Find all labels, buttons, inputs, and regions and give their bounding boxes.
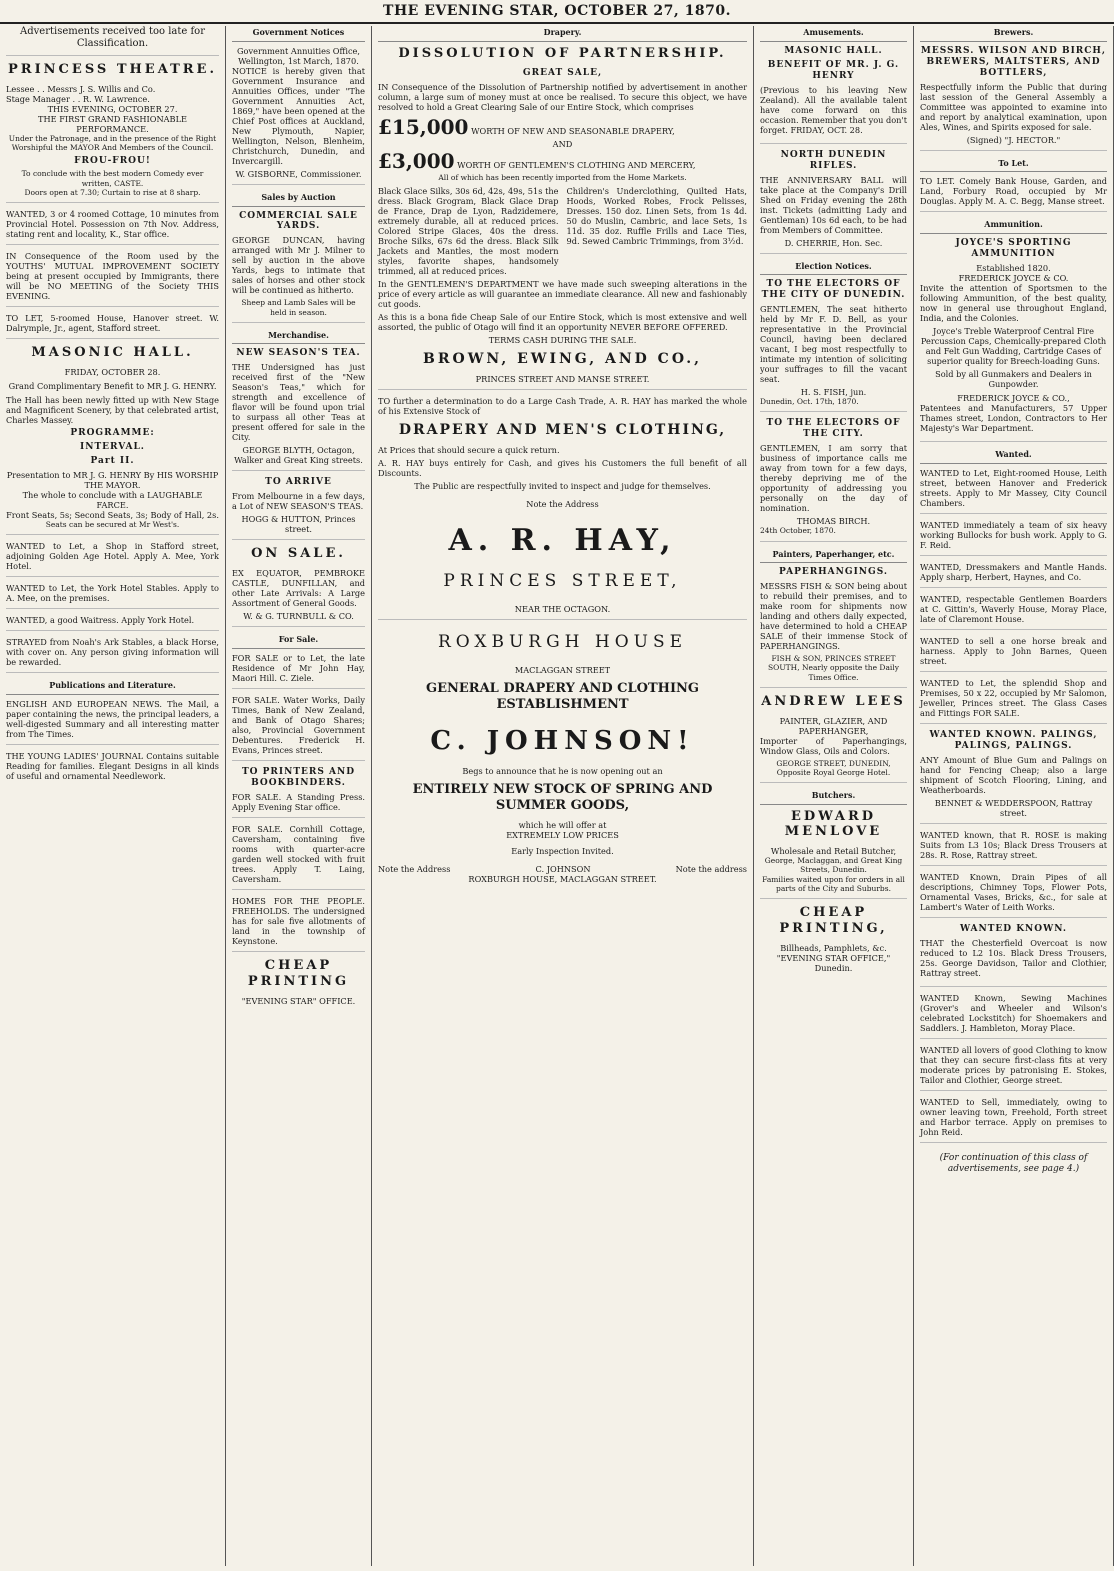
great-sale: GREAT SALE, — [522, 67, 603, 78]
lees-trade: PAINTER, GLAZIER, AND PAPERHANGER, — [779, 715, 888, 736]
gov-body: NOTICE is hereby given that Government Insurance and Annuities Offices, under "The Government Annuities Act, 1869," have been opened at the Chief Post offices at Auckland, New Plymouth, Napier, Wellington, Nelson, Blenheim, Christchurch, Dunedin, and Invercargill. — [232, 65, 365, 166]
column-2 — [226, 26, 372, 1566]
drapery-label: Drapery. — [378, 26, 747, 42]
henry-benefit-ad — [760, 46, 907, 144]
chesterfield-body: THAT the Chesterfield Overcoat is now reduced to L2 10s. Black Dress Trousers, 25s. George Davidson, Tailor and Clothier, Rattray street. — [920, 937, 1107, 978]
foot-left: Note the Address — [378, 863, 451, 874]
masonic-hall-ad — [6, 345, 219, 535]
menlove-trade: Wholesale and Retail Butcher, — [770, 846, 897, 857]
press-ad: FOR SALE. A Standing Press. Apply Evening Star office. — [232, 792, 365, 818]
joyce-caps: Joyce's Treble Waterproof Central Fire Percussion Caps, Chemically-prepared Cloth and Felt Gun Wadding, Cartridge Cases of superior quality for Breech-loading Guns. — [920, 326, 1107, 367]
palings-title: WANTED KNOWN. PALINGS, PALINGS, PALINGS. — [929, 729, 1098, 751]
programme-heading: PROGRAMME: — [70, 427, 155, 438]
masonic-title: MASONIC HALL. — [31, 344, 194, 360]
maclaggan: MACLAGGAN STREET — [514, 664, 611, 675]
star-office: "EVENING STAR" OFFICE. — [241, 995, 356, 1006]
hector-sign: (Signed) "J. HECTOR." — [966, 134, 1061, 145]
wanted-10: WANTED all lovers of good Clothing to know that they can secure first-class fits at very moderate prices by patronising E. Stokes, Tailor and Clothier, George street. — [920, 1045, 1107, 1091]
princess-stage: Stage Manager . . R. W. Lawrence. — [6, 94, 150, 105]
wilson-birch-ad — [920, 46, 1107, 151]
brown-ewing-address: PRINCES STREET AND MANSE STREET. — [475, 373, 650, 384]
chesterfield-ad — [920, 924, 1107, 987]
amount-row-2 — [378, 149, 747, 173]
sales-label: Sales by Auction — [232, 191, 365, 207]
joyce-ad — [920, 238, 1107, 442]
fish-election-ad — [760, 279, 907, 412]
hay-cash: A. R. HAY buys entirely for Cash, and gives his Customers the full benefit of all Discounts. — [378, 457, 747, 478]
hay-prices: At Prices that should secure a quick return. — [378, 444, 560, 455]
menlove-address: George, Maclaggan, and Great King Streets, Dunedin. — [764, 856, 903, 875]
to-let-label: To Let. — [920, 157, 1107, 173]
ladies-journal-ad: THE YOUNG LADIES' JOURNAL Contains suitable Reading for families. Elegant Designs in all kinds of useful and ornamental Needlework. — [6, 750, 219, 781]
wilson-body: Respectfully inform the Public that during last session of the General Assembly a Committee was appointed to examine into and report by analytical examination, upon Ales, Wines, and Spirits exposed for sale. — [920, 81, 1107, 132]
cornhill-ad: FOR SALE. Cornhill Cottage, Caversham, containing five rooms with quarter-acre garden well stocked with fruit trees. Apply T. Laing, Caversham. — [232, 824, 365, 890]
arrive-body: From Melbourne in a few days, a Lot of NEW SEASON'S TEAS. — [232, 491, 365, 512]
on-sale-title: ON SALE. — [251, 546, 346, 562]
birch-sign: THOMAS BIRCH. — [796, 516, 871, 527]
wanted-shop-ad: WANTED to Let, a Shop in Stafford street, adjoining Golden Age Hotel. Apply A. Mee, York Hotel. — [6, 541, 219, 577]
fish-date: Dunedin, Oct. 17th, 1870. — [760, 397, 859, 407]
joyce-co: FREDERICK JOYCE & CO. — [958, 273, 1069, 284]
merchandise-label: Merchandise. — [232, 329, 365, 345]
gents-dept: In the GENTLEMEN'S DEPARTMENT we have made such sweeping alterations in the price of every article as will guarantee an immediate clearance. All new and fashionably cut goods. — [378, 278, 747, 309]
blyth-sign: GEORGE BLYTH, Octagon, Walker and Great King streets. — [234, 445, 363, 466]
joyce-title: JOYCE'S SPORTING AMMUNITION — [955, 238, 1072, 260]
rifles-title: NORTH DUNEDIN RIFLES. — [780, 149, 887, 171]
low-prices: EXTREMELY LOW PRICES — [506, 829, 619, 840]
electors-2: TO THE ELECTORS OF THE CITY. — [766, 418, 901, 440]
lees-address: GEORGE STREET, DUNEDIN, Opposite Royal George Hotel. — [776, 758, 891, 777]
tea-title: NEW SEASON'S TEA. — [236, 348, 361, 359]
amusements-label: Amusements. — [760, 26, 907, 42]
masonic-hall-text: The Hall has been newly fitted up with New Stage and Magnificent Scenery, by that celebrated artist, Charles Massey. — [6, 394, 219, 425]
wanted-stables-ad: WANTED to Let, the York Hotel Stables. Apply to A. Mee, on the premises. — [6, 583, 219, 609]
on-sale-body: EX EQUATOR, PEMBROKE CASTLE, DUNFILLAN, and other Late Arrivals: A Large Assortment of General Goods. — [232, 568, 365, 609]
princess-close: To conclude with the best modern Comedy ever written, CASTE. — [21, 169, 204, 188]
duncan-text: GEORGE DUNCAN, having arranged with Mr J. Milner to sell by auction in the above Yards, begs to intimate that sales of horses and other stock will be continued as hitherto. — [232, 235, 365, 296]
arrive-title: TO ARRIVE — [265, 477, 332, 488]
amount-3000-text: WORTH OF GENTLEMEN'S CLOTHING AND MERCERY, — [457, 159, 696, 170]
column-1 — [0, 26, 226, 1566]
wanted-5: WANTED to sell a one horse break and harness. Apply to John Barnes, Queen street. — [920, 636, 1107, 672]
paperhangings-title: PAPERHANGINGS. — [778, 567, 889, 578]
dissolution-title: DISSOLUTION OF PARTNERSHIP. — [398, 45, 727, 61]
benefit-body: (Previous to his leaving New Zealand). All the available talent have come forward on this occasion. Remember that you don't forget. FRIDAY, OCT. 28. — [760, 84, 907, 135]
general-establishment: GENERAL DRAPERY AND CLOTHING ESTABLISHMENT — [425, 680, 700, 712]
late-ads-header: Advertisements received too late for Classification. — [6, 26, 219, 56]
column-5 — [914, 26, 1114, 1566]
publications-label: Publications and Literature. — [6, 679, 219, 695]
homes-ad: HOMES FOR THE PEOPLE. FREEHOLDS. The undersigned has for sale five allotments of land in the township of Keynstone. — [232, 896, 365, 952]
johnson-opening: Begs to announce that he is now opening out an — [462, 766, 663, 777]
turnbull-sign: W. & G. TURNBULL & CO. — [243, 611, 354, 622]
gov-office: Government Annuities Office, Wellington, 1st March, 1870. — [237, 45, 360, 66]
presentation: Presentation to MR J. G. HENRY By HIS WORSHIP THE MAYOR. — [6, 469, 219, 490]
wanted-8: WANTED Known, Drain Pipes of all descriptions, Chimney Tops, Flower Pots, Ornamental Vases, Bricks, &c., for sale at Lambert's Water of Leith Works. — [920, 872, 1107, 918]
offered: which he will offer at — [518, 819, 607, 830]
princess-play: FROU-FROU! — [74, 155, 151, 166]
cherrie-sign: D. CHERRIE, Hon. Sec. — [784, 237, 883, 248]
palings-body: ANY Amount of Blue Gum and Palings on hand for Fencing Cheap; also a large shipment of Scotch Flooring, Lining, and Weatherboards. — [920, 754, 1107, 795]
bennet-sign: BENNET & WEDDERSPOON, Rattray street. — [934, 797, 1093, 818]
wanted-6: WANTED to Let, the splendid Shop and Premises, 50 x 22, occupied by Mr Salomon, Jeweller, Princes street. The Glass Cases and Fittings FOR SALE. — [920, 678, 1107, 724]
foot-address: ROXBURGH HOUSE, MACLAGGAN STREET. — [468, 873, 657, 884]
ar-hay-ad — [378, 396, 747, 620]
items-left: Black Glace Silks, 30s 6d, 42s, 49s, 51s the dress. Black Grogram, Black Glace Drap de France, Drap de Lyon, Radzidemere, extremely durable, all at reduced prices. Colored Stripe Glaces, 40s the dress. Broche Silks, 67s 6d the dress. Black Silk Jackets and Mantles, the most modern styles, favorite shapes, handsomely trimmed, all at reduced prices. — [378, 185, 559, 276]
arrive-ad — [232, 477, 365, 540]
gov-notices-label: Government Notices — [232, 26, 365, 42]
fish-sign: H. S. FISH, jun. — [800, 387, 867, 398]
news-ad: ENGLISH AND EUROPEAN NEWS. The Mail, a paper containing the news, the principal leaders, a well-digested Summary and all interesting matter from The Times. — [6, 699, 219, 745]
foot-name: C. JOHNSON — [535, 863, 591, 874]
printers-title: TO PRINTERS AND BOOKBINDERS. — [241, 767, 356, 788]
wanted-7: WANTED known, that R. ROSE is making Suits from L3 10s; Black Dress Trousers at 28s. R. Rose, Rattray street. — [920, 830, 1107, 866]
entirely-new: ENTIRELY NEW STOCK OF SPRING AND SUMMER GOODS, — [412, 782, 713, 814]
footer-notes — [378, 864, 747, 874]
menlove-ad — [760, 809, 907, 899]
sheep-sales: Sheep and Lamb Sales will be held in season. — [241, 298, 356, 317]
election-label: Election Notices. — [760, 260, 907, 276]
roxburgh-ad — [378, 632, 747, 889]
amount-3000: £3,000 — [378, 148, 455, 173]
joyce-sold: Sold by all Gunmakers and Dealers in Gunpowder. — [935, 369, 1092, 390]
fish-son-sign: FISH & SON, PRINCES STREET SOUTH, Nearly opposite the Daily Times Office. — [768, 654, 899, 682]
foot-right: Note the address — [675, 863, 747, 874]
bona-fide: As this is a bona fide Cheap Sale of our Entire Stock, which is most extensive and well assorted, the public of Otago will find it an opportunity NEVER BEFORE OFFERED. — [378, 311, 747, 332]
brown-ewing-name: BROWN, EWING, AND CO., — [423, 350, 702, 367]
wanted-known-title: WANTED KNOWN. — [959, 923, 1068, 934]
column-4 — [754, 26, 914, 1566]
palings-ad — [920, 730, 1107, 824]
hay-stock: DRAPERY AND MEN'S CLOTHING, — [398, 421, 727, 438]
items-right: Children's Underclothing, Quilted Hats, Hoods, Worked Robes, Frock Pelisses, Dresses. 150 doz. Linen Sets, from 1s 4d. 50 do Muslin, Cambric, and lace Sets, 1s 11d. 35 doz. Ruffle Frills and Lace Ties, 9d. Sewed Cambric Trimmings, from 3½d. — [566, 185, 747, 246]
hay-name: A. R. HAY, — [448, 522, 677, 558]
paperhangings-ad — [760, 567, 907, 687]
wanted-2: WANTED immediately a team of six heavy working Bullocks for bush work. Apply to G. F. Reid. — [920, 520, 1107, 556]
hogg-sign: HOGG & HUTTON, Princes street. — [241, 514, 356, 535]
princess-perf: THE FIRST GRAND FASHIONABLE PERFORMANCE. — [38, 114, 187, 135]
wanted-4: WANTED, respectable Gentlemen Boarders at C. Gittin's, Waverly House, Moray Place, late of Claremont House. — [920, 594, 1107, 630]
terms: TERMS CASH DURING THE SALE. — [488, 334, 637, 345]
birch-body: GENTLEMEN, I am sorry that business of importance calls me away from town for a few days, thereby depriving me of the opportunity of addressing you personally on the day of nomination. — [760, 443, 907, 514]
roxburgh-title: ROXBURGH HOUSE — [437, 631, 688, 652]
rifles-body: THE ANNIVERSARY BALL will take place at the Company's Drill Shed on Friday evening the 28th inst. Tickets (admitting Lady and Gentleman) 10s 6d each, to be had from Members of Committee. — [760, 174, 907, 235]
wanted-waitress-ad: WANTED, a good Waitress. Apply York Hotel. — [6, 615, 219, 631]
cheap-printing-title-2: CHEAP PRINTING, — [779, 904, 888, 936]
princess-lessee: Lessee . . Messrs J. S. Willis and Co. — [6, 84, 156, 95]
sale-yards-title: COMMERCIAL SALE YARDS. — [239, 210, 358, 232]
masonic-title-2: MASONIC HALL. — [784, 45, 883, 56]
brewers-label: Brewers. — [920, 26, 1107, 42]
strayed-ad: STRAYED from Noah's Ark Stables, a black Horse, with cover on. Any person giving information will be rewarded. — [6, 637, 219, 673]
dunedin-label: Dunedin. — [814, 962, 853, 973]
lees-body: Importer of Paperhangings, Window Glass, Oils and Colors. — [760, 735, 907, 756]
inspection: Early Inspection Invited. — [511, 845, 614, 856]
to-let-hanover-ad: TO LET, 5-roomed House, Hanover street. W. Dalrymple, Jr., agent, Stafford street. — [6, 313, 219, 339]
imported-note: All of which has been recently imported from the Home Markets. — [438, 173, 687, 183]
gov-sign: W. GISBORNE, Commissioner. — [235, 168, 362, 179]
brown-ewing-ad — [378, 46, 747, 390]
comely-bank-ad: TO LET. Comely Bank House, Garden, and Land, Forbury Road, occupied by Mr Douglas. Apply M. A. C. Begg, Manse street. — [920, 176, 1107, 212]
menlove-families: Families waited upon for orders in all parts of the City and Suburbs. — [762, 874, 905, 893]
tea-ad — [232, 348, 365, 471]
menlove-name: EDWARD MENLOVE — [784, 808, 883, 840]
wanted-9: WANTED Known, Sewing Machines (Grover's and Wheeler and Wilson's celebrated Lockstitch) for Shoemakers and Saddlers. J. Hambleton, Moray Place. — [920, 993, 1107, 1039]
wanted-label: Wanted. — [920, 448, 1107, 464]
water-works-ad: FOR SALE. Water Works, Daily Times, Bank of New Zealand, and Bank of Otago Shares; also, Provincial Government Debentures. Frederick H. Evans, Princes street. — [232, 695, 365, 761]
amount-15000-text: WORTH OF NEW AND SEASONABLE DRAPERY, — [471, 125, 675, 136]
billheads: Billheads, Pamphlets, &c. — [780, 942, 887, 953]
butchers-label: Butchers. — [760, 789, 907, 805]
fish-body: GENTLEMEN, The seat hitherto held by Mr F. D. Bell, as your representative in the Provincial Council, having been declared vacant, I beg most respectfully to intimate my intention of soliciting your suffrages to fill the vacant seat. — [760, 304, 907, 385]
masthead: THE EVENING STAR, OCTOBER 27, 1870. — [0, 0, 1114, 24]
hay-intro: TO further a determination to do a Large Cash Trade, A. R. HAY has marked the whole of his Extensive Stock of — [378, 395, 747, 416]
wilson-title: MESSRS. WILSON AND BIRCH, BREWERS, MALTSTERS, AND BOTTLERS, — [920, 45, 1107, 78]
part2-heading: Part II. — [90, 455, 135, 466]
hay-street: PRINCES STREET, — [443, 571, 682, 592]
continuation-note: (For continuation of this class of advertisements, see page 4.) — [939, 1152, 1088, 1174]
and-connector: AND — [552, 138, 573, 149]
column-3 — [372, 26, 754, 1566]
wanted-3: WANTED, Dressmakers and Mantle Hands. Apply sharp, Herbert, Haynes, and Co. — [920, 562, 1107, 588]
amount-row-1 — [378, 115, 747, 139]
princess-patronage: Under the Patronage, and in the presence of the Right Worshipful the MAYOR And Members of the Council. — [8, 134, 217, 153]
johnson-name: C. JOHNSON! — [430, 726, 695, 757]
wanted-cottage-ad: WANTED, 3 or 4 roomed Cottage, 10 minutes from Provincial Hotel. Possession on 7th Nov. Address, stating rent and locality, K., Star office. — [6, 209, 219, 245]
gov-annuities-ad — [232, 46, 365, 185]
star-office-2: "EVENING STAR OFFICE," — [776, 952, 891, 963]
princess-theatre-ad — [6, 62, 219, 203]
prices: Front Seats, 5s; Second Seats, 3s; Body of Hall, 2s. — [6, 509, 219, 520]
youths-notice: IN Consequence of the Room used by the YOUTHS' MUTUAL IMPROVEMENT SOCIETY being at present occupied by Immigrants, there will be NO MEETING of the Society THIS EVENING. — [6, 251, 219, 307]
tea-body: THE Undersigned has just received first of the "New Season's Teas," which for strength and excellence of flavor will be found upon trial to surpass all other Teas at present offered for sale in the City. — [232, 362, 365, 443]
joyce-body: Invite the attention of Sportsmen to the following Ammunition, of the best quality, now in general use throughout England, India, and the Colonies. — [920, 283, 1107, 324]
sale-yards-ad — [232, 211, 365, 323]
cheap-printing-title: CHEAP PRINTING — [247, 957, 350, 989]
masonic-date: FRIDAY, OCTOBER 28. — [64, 366, 161, 377]
princess-doors: Doors open at 7.30; Curtain to rise at 8 sharp. — [24, 187, 201, 197]
hay-public: The Public are respectfully invited to inspect and judge for themselves. — [414, 480, 711, 491]
ammunition-label: Ammunition. — [920, 218, 1107, 234]
interval-heading: INTERVAL. — [80, 441, 145, 452]
rifles-ad — [760, 150, 907, 254]
princess-title: PRINCESS THEATRE. — [8, 62, 217, 78]
electors-1: TO THE ELECTORS OF THE CITY OF DUNEDIN. — [761, 279, 906, 301]
paperhangings-body: MESSRS FISH & SON being about to rebuild their premises, and to make room for shipments now landing and others daily expected, have determined to hold a CHEAP SALE of their immense Stock of PAPERHANGINGS. — [760, 581, 907, 652]
birch-election-ad — [760, 418, 907, 541]
birch-date: 24th October, 1870. — [760, 526, 836, 536]
benefit-title: BENEFIT OF MR. J. G. HENRY — [767, 59, 900, 81]
lees-ad — [760, 694, 907, 783]
painters-label: Painters, Paperhanger, etc. — [760, 548, 907, 564]
maori-hill-ad: FOR SALE or to Let, the late Residence of Mr John Hay, Maori Hill. C. Ziele. — [232, 653, 365, 689]
for-sale-label: For Sale. — [232, 633, 365, 649]
joyce-patentees: Patentees and Manufacturers, 57 Upper Thames street, London, Contractors to Her Majesty's War Department. — [920, 403, 1107, 434]
hay-note: Note the Address — [526, 498, 599, 509]
lees-name: ANDREW LEES — [761, 693, 906, 709]
joyce-established: Established 1820. — [976, 263, 1051, 274]
amount-15000: £15,000 — [378, 114, 469, 139]
items-two-col — [378, 186, 747, 279]
wanted-1: WANTED to Let, Eight-roomed House, Leith street, between Hanover and Frederick streets. Apply to Mr Massey, City Council Chambers. — [920, 468, 1107, 514]
farce: The whole to conclude with a LAUGHABLE FARCE. — [22, 489, 203, 510]
dissolution-intro: IN Consequence of the Dissolution of Partnership notified by advertisement in another column, a large sum of money must at once be realised. To secure this object, we have resolved to hold a Great Clearing Sale of our Entire Stock, which comprises — [378, 81, 747, 112]
princess-evening: THIS EVENING, OCTOBER 27. — [47, 104, 178, 115]
cheap-printing-ad-2 — [760, 905, 907, 978]
masonic-benefit: Grand Complimentary Benefit to MR J. G. HENRY. — [8, 380, 217, 391]
hay-near: NEAR THE OCTAGON. — [514, 603, 611, 614]
wanted-11: WANTED to Sell, immediately, owing to owner leaving town, Freehold, Forth street and Harbor terrace. Apply on premises to John Reid. — [920, 1097, 1107, 1143]
on-sale-ad — [232, 546, 365, 627]
seats: Seats can be secured at Mr West's. — [45, 519, 180, 529]
joyce-co-2: FREDERICK JOYCE & CO., — [957, 393, 1070, 404]
